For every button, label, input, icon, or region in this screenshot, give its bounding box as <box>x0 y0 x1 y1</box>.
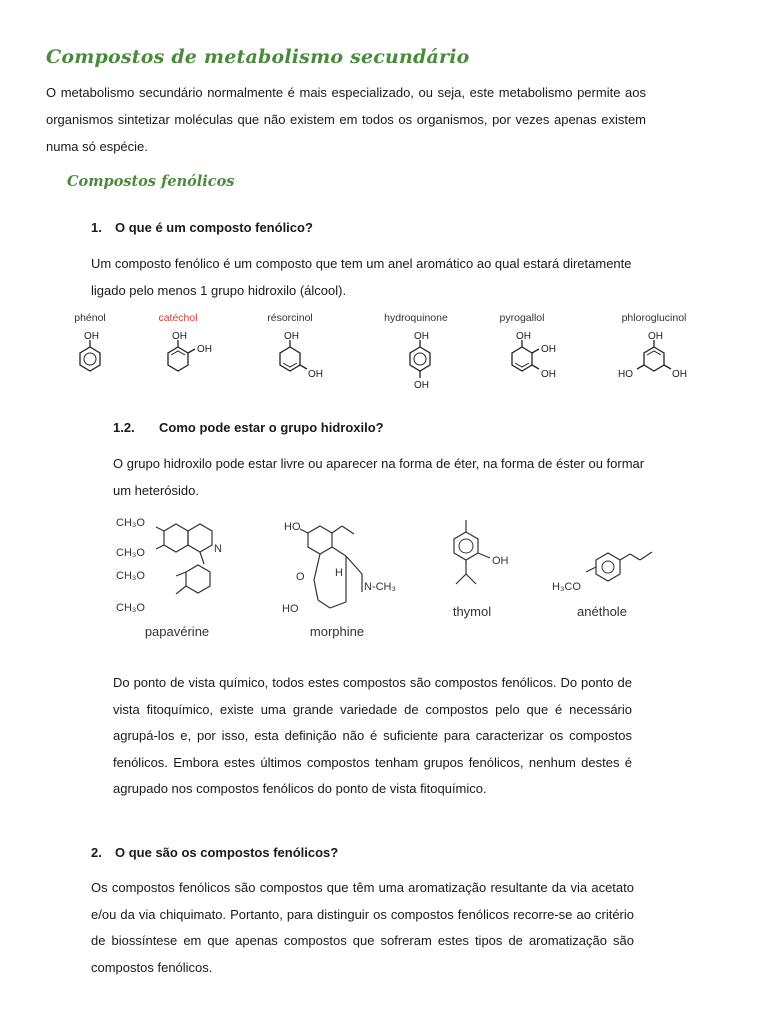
oh-label: OH <box>541 369 556 380</box>
ch3o-label: CH₃O <box>116 547 145 559</box>
answer-1: Um composto fenólico é um composto que tem um anel aromático ao qual estará diretamente ligado pelo menos 1 grupo hidroxilo (álcool). <box>91 256 632 298</box>
page-title: Compostos de metabolismo secundário <box>46 46 470 68</box>
oh-label: OH <box>197 344 212 355</box>
oh-label: OH <box>516 331 531 342</box>
ch3o-label: CH₃O <box>116 602 145 614</box>
question-1-number: 1. <box>91 220 102 235</box>
oh-label: OH <box>172 331 187 342</box>
oh-label: OH <box>284 331 299 342</box>
question-1-text: O que é um composto fenólico? <box>115 220 313 235</box>
answer-1-2: O grupo hidroxilo pode estar livre ou aparecer na forma de éter, na forma de éster ou formar um heterósido. <box>113 456 645 498</box>
question-1-2-number: 1.2. <box>113 420 135 435</box>
oh-label: OH <box>84 331 99 342</box>
morphine-label: morphine <box>309 624 365 639</box>
anethole-label: anéthole <box>577 604 627 619</box>
catechol-label: catéchol <box>158 312 198 324</box>
phenol-label: phénol <box>74 312 106 324</box>
thymol-label: thymol <box>452 604 492 619</box>
phenols-figure <box>60 308 710 390</box>
oh-label: OH <box>648 331 663 342</box>
n-label: N <box>214 543 222 555</box>
pyrogallol-label: pyrogallol <box>499 312 545 324</box>
resorcinol-label: résorcinol <box>267 312 313 324</box>
oh-label: OH <box>414 331 429 342</box>
hydroquinone-label: hydroquinone <box>384 312 448 324</box>
question-2-text: O que são os compostos fenólicos? <box>115 845 339 860</box>
h-label: H <box>335 567 343 579</box>
molecules-figure <box>110 512 670 642</box>
ho-label: HO <box>282 603 299 615</box>
h3co-label: H₃CO <box>552 581 581 593</box>
intro-paragraph: O metabolismo secundário normalmente é mais especializado, ou seja, este metabolismo permite aos organismos sintetizar moléculas que não existem em todos os organismos, por vezes apenas existem numa só espécie. <box>46 85 646 154</box>
chemistry-paragraph: Do ponto de vista químico, todos estes compostos são compostos fenólicos. Do ponto de vista fitoquímico, existe uma grande variedade de compostos pelo que é necessário agrupá-los e, por isso, esta definição não é suficiente para caracterizar os compostos fenólicos. Embora estes últimos compostos tenham grupos fenólicos, nenhum destes é agrupado nos compostos fenólicos do ponto de vista fitoquímico. <box>113 675 632 796</box>
oh-label: OH <box>492 555 509 567</box>
question-2-number: 2. <box>91 845 102 860</box>
section-heading: Compostos fenólicos <box>67 173 235 190</box>
phloroglucinol-label: phloroglucinol <box>621 312 687 324</box>
oh-label: OH <box>541 344 556 355</box>
nch3-label: N-CH₃ <box>364 581 396 593</box>
ch3o-label: CH₃O <box>116 570 145 582</box>
question-2 <box>91 845 338 860</box>
o-label: O <box>296 571 305 583</box>
oh-label: OH <box>672 369 687 380</box>
oh-label: OH <box>308 369 323 380</box>
answer-2: Os compostos fenólicos são compostos que têm uma aromatização resultante da via acetato e/ou da via chiquimato. Portanto, para distinguir os compostos fenólicos recorre-se ao critério de biossíntese em que apenas compostos que sofreram estes tipos de aromatização são compostos fenólicos. <box>91 880 634 975</box>
question-1-2 <box>113 420 384 435</box>
question-1 <box>91 220 313 235</box>
question-1-2-text: Como pode estar o grupo hidroxilo? <box>159 420 384 435</box>
ho-label: HO <box>618 369 633 380</box>
papaverine-label: papavérine <box>144 624 210 639</box>
oh-label: OH <box>414 380 429 390</box>
ch3o-label: CH₃O <box>116 517 145 529</box>
ho-label: HO <box>284 521 301 533</box>
